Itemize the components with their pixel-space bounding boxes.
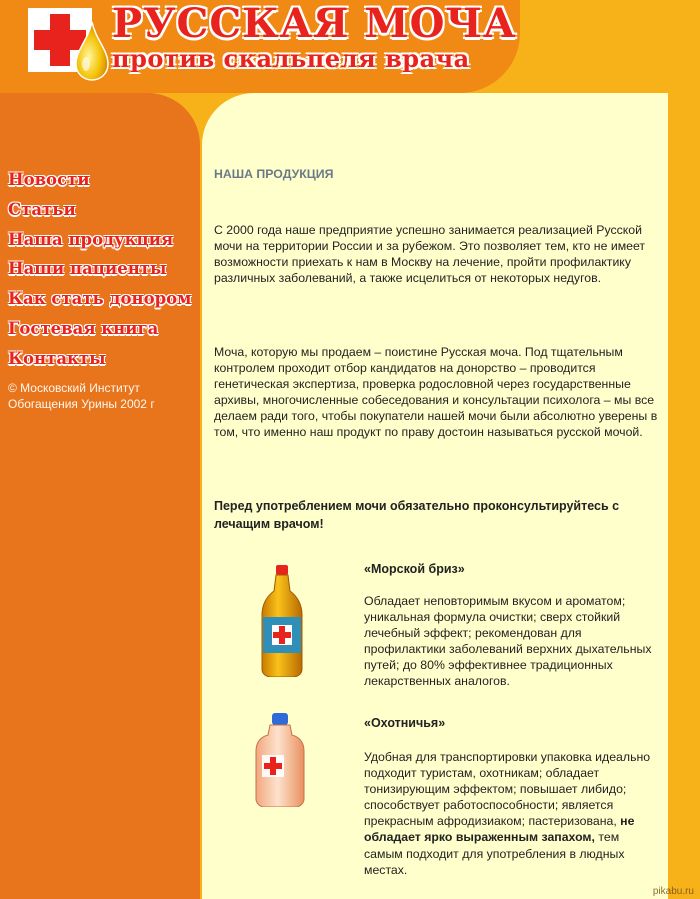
quality-paragraph: Моча, которую мы продаем – поистине Русская моча. Под тщательным контролем проходит отбор кандидатов на донорство – проводится генетическая экспертиза, проверка родословной через государственные архивы, многочисленные собеседования и консультации психолога – мы все делаем ради того, чтобы покупатели нашей мочи были абсолютно уверены в том, что именно наш продукт по праву достоин называться русской мочой. [214, 345, 658, 440]
nav-item-contacts[interactable]: Контакты [8, 348, 106, 368]
product-name: «Морской бриз» [364, 562, 465, 576]
watermark: pikabu.ru [652, 886, 694, 897]
nav-item-become-donor[interactable]: Как стать донором [8, 289, 192, 309]
nav-item-guestbook[interactable]: Гостевая книга [8, 318, 159, 338]
nav-item-articles[interactable]: Статьи [8, 199, 76, 219]
nav-item-news[interactable]: Новости [8, 170, 90, 189]
page-title: НАША ПРОДУКЦИЯ [214, 167, 334, 181]
product-description-part: тем самым подходит для употребления в людных местах. [364, 830, 625, 877]
site-subtitle: против скальпеля врача [112, 44, 470, 73]
nav-item-products[interactable]: Наша продукция [8, 229, 174, 249]
site-title: РУССКАЯ МОЧА [112, 0, 517, 47]
sidebar [0, 93, 200, 899]
product-description-bold: не обладает ярко выраженным запахом, [364, 814, 635, 845]
main-nav [8, 165, 191, 374]
main-content [202, 93, 668, 899]
warning-text: Перед употреблением мочи обязательно проконсультируйтесь с лечащим врачом! [214, 499, 620, 531]
product-name: «Охотничья» [364, 716, 446, 730]
product-description: Обладает неповторимым вкусом и ароматом; уникальная формула очистки; сверх стойкий лечебный эффект; рекомендован для профилактики заболеваний верхних дыхательных путей; до 80% эффективнее традиционных лекарственных аналогов. [364, 594, 652, 689]
nav-item-patients[interactable]: Наши пациенты [8, 259, 167, 279]
site-header [0, 0, 700, 93]
intro-paragraph: С 2000 года наше предприятие успешно занимается реализацией Русской мочи на территории России и за рубежом. Это позволяет тем, кто не имеет возможности приехать к нам в Москву на лечение, пройти профилактику различных заболеваний, а также исцелиться от некоторых недугов. [214, 223, 646, 286]
product-description [364, 749, 654, 878]
product-bottle-morskoy-briz [258, 565, 306, 677]
golden-drop-icon [72, 20, 112, 82]
product-description-part: Удобная для транспортировки упаковка идеально подходит туристам, охотникам; обладает тонизирующим эффектом; повышает либидо; способствует работоспособности; является прекрасным афродизиаком; пастеризована, [364, 750, 651, 829]
product-flask-okhotnichya [252, 713, 308, 807]
copyright-text: © Московский Институт Обогащения Урины 2002 г [8, 381, 155, 411]
